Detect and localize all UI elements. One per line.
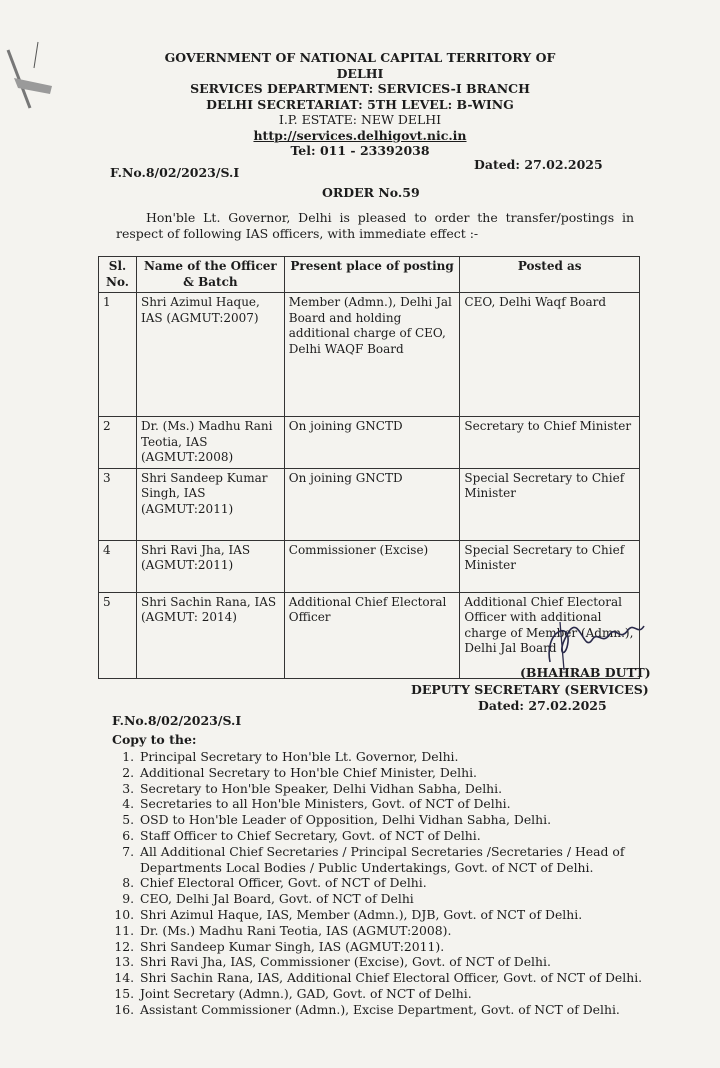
list-item: 3. Secretary to Hon'ble Speaker, Delhi Vidhan Sabha, Delhi. [138,781,666,797]
cell-present: Additional Chief Electoral Officer [284,592,460,678]
table-row [99,293,640,417]
cell-present: On joining GNCTD [284,417,460,469]
list-item: 14. Shri Sachin Rana, IAS, Additional Chief Electoral Officer, Govt. of NCT of Delhi. [138,970,666,986]
list-item: 4. Secretaries to all Hon'ble Ministers, Govt. of NCT of Delhi. [138,796,666,812]
letterhead [150,50,570,159]
list-item: 8. Chief Electoral Officer, Govt. of NCT of Delhi. [138,875,666,891]
cell-sl: 3 [99,468,137,540]
cell-name: Dr. (Ms.) Madhu Rani Teotia, IAS (AGMUT:2008) [136,417,284,469]
list-item: 10. Shri Azimul Haque, IAS, Member (Admn.), DJB, Govt. of NCT of Delhi. [138,907,666,923]
cell-posted: Additional Chief Electoral Officer with additional charge of Member (Admn.), Delhi Jal Board [460,592,640,678]
table-row [99,468,640,540]
cell-sl: 1 [99,293,137,417]
col-header-name: Name of the Officer & Batch [136,257,284,293]
cell-posted: Secretary to Chief Minister [460,417,640,469]
letterhead-estate: I.P. ESTATE: NEW DELHI [278,112,442,127]
signatory-name: (BHAHRAB DUTT) [520,665,651,680]
order-title: ORDER No.59 [322,185,420,200]
list-item: 16. Assistant Commissioner (Admn.), Excise Department, Govt. of NCT of Delhi. [138,1002,666,1018]
file-number: F.No.8/02/2023/S.I [110,165,240,180]
cell-name: Shri Ravi Jha, IAS (AGMUT:2011) [136,540,284,592]
signatory-designation: DEPUTY SECRETARY (SERVICES) [411,682,649,697]
list-item: 13. Shri Ravi Jha, IAS, Commissioner (Excise), Govt. of NCT of Delhi. [138,954,666,970]
list-item: 11. Dr. (Ms.) Madhu Rani Teotia, IAS (AGMUT:2008). [138,923,666,939]
signatory-date: Dated: 27.02.2025 [478,698,607,713]
col-header-sl: Sl. No. [99,257,137,293]
cell-present: On joining GNCTD [284,468,460,540]
letterhead-url[interactable]: http://services.delhigovt.nic.in [253,127,467,143]
cell-name: Shri Sandeep Kumar Singh, IAS (AGMUT:2011) [136,468,284,540]
cell-sl: 5 [99,592,137,678]
list-item: 12. Shri Sandeep Kumar Singh, IAS (AGMUT:2011). [138,939,666,955]
table-row [99,540,640,592]
cell-name: Shri Azimul Haque, IAS (AGMUT:2007) [136,293,284,417]
paper-clip-mark [0,38,60,118]
letterhead-government: GOVERNMENT OF NATIONAL CAPITAL TERRITORY OF DELHI [164,50,556,81]
table-header-row [99,257,640,293]
col-header-present: Present place of posting [284,257,460,293]
cell-present: Member (Admn.), Delhi Jal Board and holding additional charge of CEO, Delhi WAQF Board [284,293,460,417]
cell-sl: 4 [99,540,137,592]
list-item: 2. Additional Secretary to Hon'ble Chief Minister, Delhi. [138,765,666,781]
order-intro: Hon'ble Lt. Governor, Delhi is pleased to order the transfer/postings in respect of following IAS officers, with immediate effect :- [116,210,634,241]
order-date: Dated: 27.02.2025 [474,157,603,172]
cell-posted: Special Secretary to Chief Minister [460,468,640,540]
copy-file-number: F.No.8/02/2023/S.I [112,713,242,728]
copy-list [112,749,666,1018]
list-item: 5. OSD to Hon'ble Leader of Opposition, Delhi Vidhan Sabha, Delhi. [138,812,666,828]
cell-present: Commissioner (Excise) [284,540,460,592]
letterhead-department: SERVICES DEPARTMENT: SERVICES-I BRANCH [190,81,530,96]
list-item: 7. All Additional Chief Secretaries / Principal Secretaries /Secretaries / Head of Departments Local Bodies / Public Undertakings, Govt. of NCT of Delhi. [138,844,666,876]
list-item: 15. Joint Secretary (Admn.), GAD, Govt. of NCT of Delhi. [138,986,666,1002]
copy-heading: Copy to the: [112,732,197,747]
letterhead-address: DELHI SECRETARIAT: 5TH LEVEL: B-WING [206,96,514,112]
list-item: 1. Principal Secretary to Hon'ble Lt. Governor, Delhi. [138,749,666,765]
letterhead-tel: Tel: 011 - 23392038 [290,143,430,158]
cell-name: Shri Sachin Rana, IAS (AGMUT: 2014) [136,592,284,678]
list-item: 6. Staff Officer to Chief Secretary, Govt. of NCT of Delhi. [138,828,666,844]
col-header-posted: Posted as [460,257,640,293]
cell-sl: 2 [99,417,137,469]
cell-posted: Special Secretary to Chief Minister [460,540,640,592]
list-item: 9. CEO, Delhi Jal Board, Govt. of NCT of Delhi [138,891,666,907]
table-row [99,417,640,469]
handwritten-signature [540,612,650,672]
cell-posted: CEO, Delhi Waqf Board [460,293,640,417]
